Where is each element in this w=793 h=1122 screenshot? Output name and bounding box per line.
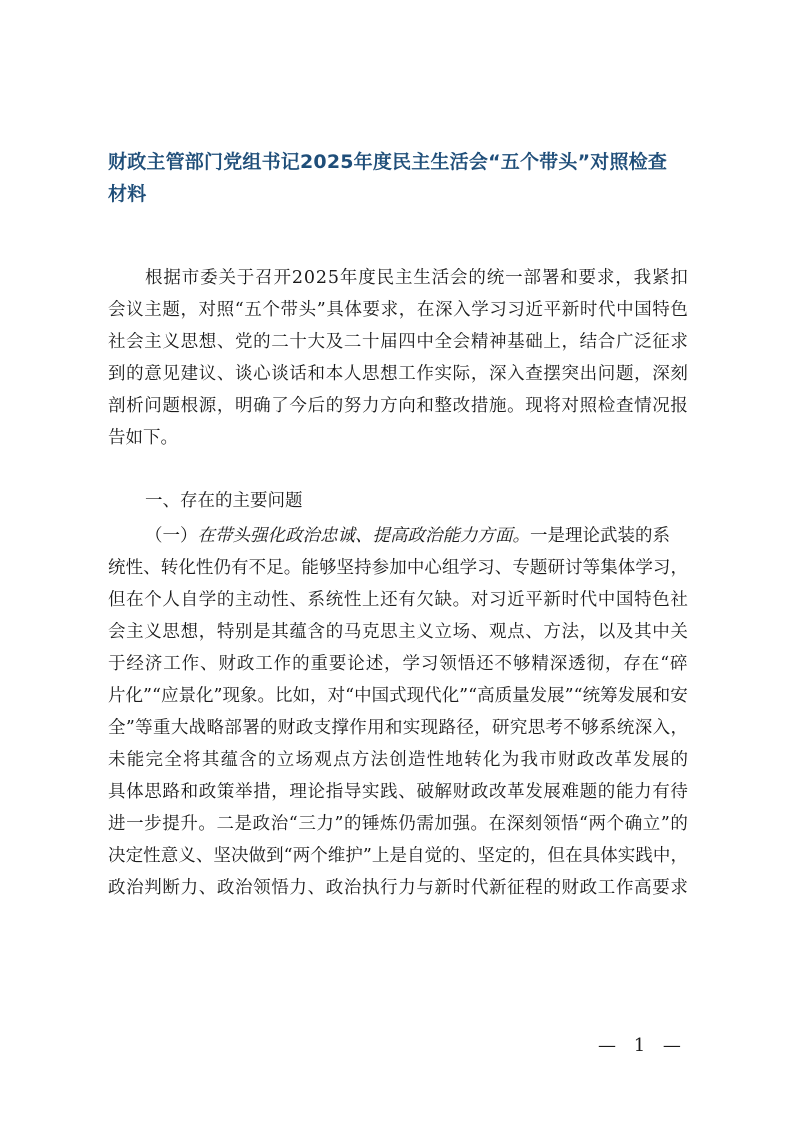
- intro-line-5: 剖 析 问 题 根 源 ， 明 确 了 今 后 的 努 力 方 向 和 整 改 措 施 。 现 将 对 照 检 查 情 况 报: [108, 396, 688, 416]
- intro-line-1: 根 据 市 委 关 于 召 开 2 0 2 5 年 度 民 主 生 活 会 的 统 一 部 署 和 要 求 ， 我 紧 扣: [145, 268, 688, 288]
- intro-line-6: 告如下。: [108, 428, 178, 448]
- title-line-2: 材料: [108, 183, 147, 205]
- body-line-8: 具 体 思 路 和 政 策 举 措 ， 理 论 指 导 实 践 、 破 解 财 政 改 革 发 展 难 题 的 能 力 有 待: [108, 782, 688, 802]
- document-title: [108, 146, 698, 210]
- body-line-7: 未 能 完 全 将 其 蕴 含 的 立 场 观 点 方 法 创 造 性 地 转 化 为 我 市 财 政 改 革 发 展 的: [108, 750, 688, 770]
- subsection-first-line: [145, 520, 688, 552]
- body-line-11: 政 治 判 断 力 、 政 治 领 悟 力 、 政 治 执 行 力 与 新 时 代 新 征 程 的 财 政 工 作 高 要 求: [108, 878, 688, 898]
- subsection-label: （一）: [145, 526, 198, 546]
- body-line-4: 于 经 济 工 作 、 财 政 工 作 的 重 要 论 述 ， 学 习 领 悟 还 不 够 精 深 透 彻 ， 存 在 “ 碎: [108, 654, 688, 674]
- subsection-first-text: 一是理论武装的系: [530, 526, 670, 546]
- body-line-1: 统 性 、 转 化 性 仍 有 不 足 。 能 够 坚 持 参 加 中 心 组 学 习 、 专 题 研 讨 等 集 体 学 习 ，: [108, 558, 688, 578]
- body-line-6: 全 ” 等 重 大 战 略 部 署 的 财 政 支 撑 作 用 和 实 现 路 径 ， 研 究 思 考 不 够 系 统 深 入 ，: [108, 718, 688, 738]
- intro-line-2: 会 议 主 题 ， 对 照 “ 五 个 带 头 ” 具 体 要 求 ， 在 深 入 学 习 习 近 平 新 时 代 中 国 特 色: [108, 300, 688, 320]
- title-line-1: 财政主管部门党组书记2025年度民主生活会“五个带头”对照检查: [108, 151, 668, 173]
- intro-line-4: 到 的 意 见 建 议 、 谈 心 谈 话 和 本 人 思 想 工 作 实 际 ， 深 入 查 摆 突 出 问 题 ， 深 刻: [108, 364, 688, 384]
- intro-line-3: 社 会 主 义 思 想 、 党 的 二 十 大 及 二 十 届 四 中 全 会 精 神 基 础 上 ， 结 合 广 泛 征 求: [108, 332, 688, 352]
- body-line-3: 会 主 义 思 想 ， 特 别 是 其 蕴 含 的 马 克 思 主 义 立 场 、 观 点 、 方 法 ， 以 及 其 中 关: [108, 622, 688, 642]
- body-line-9: 进 一 步 提 升 。 二 是 政 治 “ 三 力 ” 的 锤 炼 仍 需 加 强 。 在 深 刻 领 悟 “ 两 个 确 立 ” 的: [108, 814, 688, 834]
- section-heading: 一、存在的主要问题: [145, 491, 303, 511]
- body-line-5: 片 化 ” “ 应 景 化 ” 现 象 。 比 如 ， 对 “ 中 国 式 现 代 化 ” “ 高 质 量 发 展 ” “ 统 筹 发 展 和 安: [108, 686, 688, 706]
- body-line-10: 决 定 性 意 义 、 坚 决 做 到 “ 两 个 维 护 ” 上 是 自 觉 的 、 坚 定 的 ， 但 在 具 体 实 践 中 ，: [108, 846, 688, 866]
- body-line-2: 但 在 个 人 自 学 的 主 动 性 、 系 统 性 上 还 有 欠 缺 。 对 习 近 平 新 时 代 中 国 特 色 社: [108, 590, 688, 610]
- subsection-title: 在带头强化政治忠诚、提高政治能力方面。: [197, 526, 530, 546]
- page-number: — 1 —: [598, 1035, 687, 1056]
